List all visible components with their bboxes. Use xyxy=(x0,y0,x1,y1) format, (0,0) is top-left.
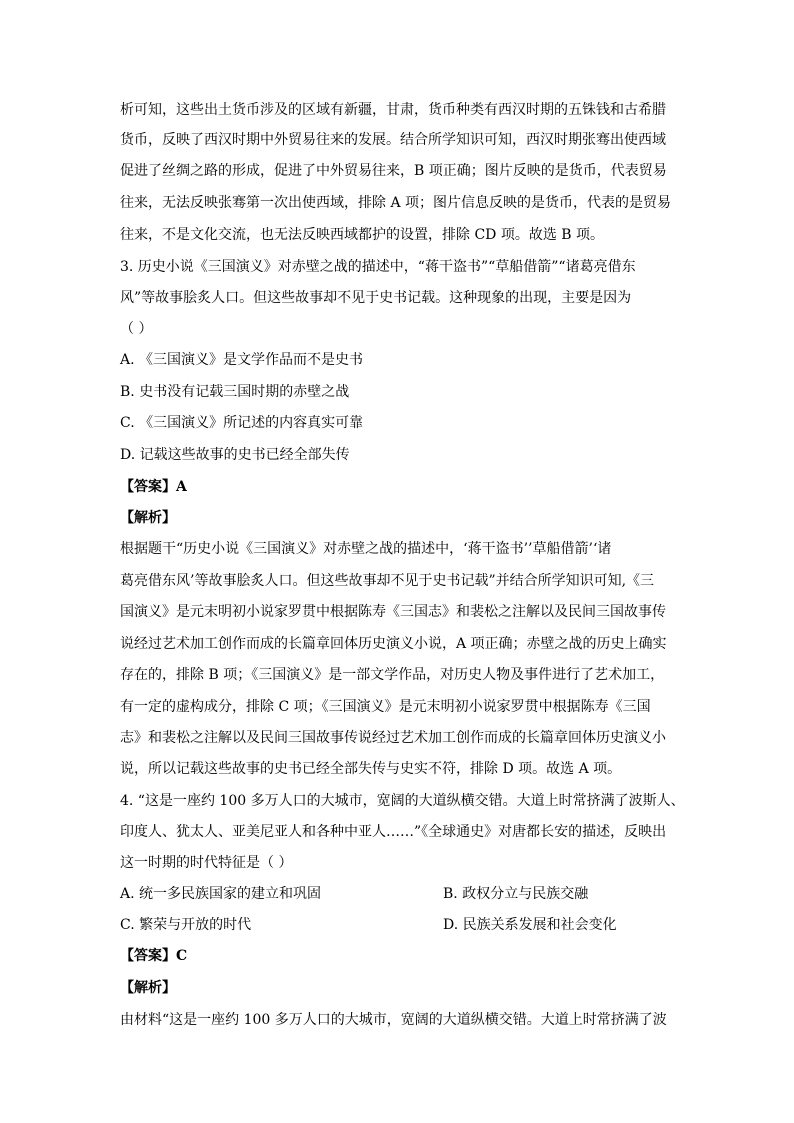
q3-option-a: A. 《三国演义》是文学作品而不是史书 xyxy=(120,352,364,368)
q3-option-d: D. 记载这些故事的史书已经全部失传 xyxy=(120,447,350,463)
q4-analysis-label: 【解析】 xyxy=(120,980,176,996)
q4-stem-line: 4. “这是一座约 100 多万人口的大城市，宽阔的大道纵横交错。大道上时常挤满了波斯人、 xyxy=(120,793,685,809)
q3-option-b: B. 史书没有记载三国时期的赤壁之战 xyxy=(120,384,350,400)
intro-line: 促进了丝绸之路的形成，促进了中外贸易往来，B 项正确；图片反映的是货币，代表贸易 xyxy=(120,163,667,179)
q3-analysis-line: 有一定的虚构成分，排除 C 项；《三国演义》是元末明初小说家罗贯中根据陈寿《三国 xyxy=(120,699,651,715)
q4-option-a: A. 统一多民族国家的建立和巩固 xyxy=(120,886,322,902)
q3-analysis-line: 国演义》是元末明初小说家罗贯中根据陈寿《三国志》和裴松之注解以及民间三国故事传 xyxy=(120,604,666,620)
q4-analysis-line: 由材料“这是一座约 100 多万人口的大城市，宽阔的大道纵横交错。大道上时常挤满了波 xyxy=(120,1012,667,1028)
q4-stem-line: 这一时期的时代特征是（ ） xyxy=(120,855,293,871)
intro-line: 往来，不是文化交流，也无法反映西域都护的设置，排除 CD 项。故选 B 项。 xyxy=(120,227,605,243)
q3-stem-line: 风”等故事脍炙人口。但这些故事却不见于史书记载。这种现象的出现，主要是因为 xyxy=(120,290,632,306)
q3-analysis-line: 说经过艺术加工创作而成的长篇章回体历史演义小说，A 项正确；赤壁之战的历史上确实 xyxy=(120,636,667,652)
intro-line: 析可知，这些出土货币涉及的区域有新疆，甘肃，货币种类有西汉时期的五铢钱和古希腊 xyxy=(120,102,666,118)
q3-analysis-line: 葛亮借东风’等故事脍炙人口。但这些故事却不见于史书记载”并结合所学知识可知,《三 xyxy=(120,573,655,589)
q3-analysis-line: 根据题干“历史小说《三国演义》对赤壁之战的描述中，‘蒋干盗书’’草船借箭’‘诸 xyxy=(120,541,612,557)
q3-answer: 【答案】A xyxy=(120,479,187,495)
intro-line: 货币，反映了西汉时期中外贸易往来的发展。结合所学知识可知，西汉时期张骞出使西域 xyxy=(120,132,666,148)
q4-option-c: C. 繁荣与开放的时代 xyxy=(120,917,252,933)
intro-line: 往来，无法反映张骞第一次出使西域，排除 A 项；图片信息反映的是货币，代表的是贸易 xyxy=(120,195,672,211)
q4-option-b: B. 政权分立与民族交融 xyxy=(443,886,589,902)
q3-analysis-line: 说，所以记载这些故事的史书已经全部失传与史实不符，排除 D 项。故选 A 项。 xyxy=(120,761,622,777)
q3-stem-line: 3. 历史小说《三国演义》对赤壁之战的描述中，“蒋干盗书”“草船借箭”“诸葛亮借东 xyxy=(120,259,636,275)
q3-analysis-line: 存在的，排除 B 项；《三国演义》是一部文学作品，对历史人物及事件进行了艺术加工， xyxy=(120,667,665,683)
q3-stem-line: （ ） xyxy=(120,321,153,337)
q3-analysis-line: 志》和裴松之注解以及民间三国故事传说经过艺术加工创作而成的长篇章回体历史演义小 xyxy=(120,730,666,746)
q4-stem-line: 印度人、犹太人、亚美尼亚人和各种中亚人……”《全球通史》对唐都长安的描述，反映出 xyxy=(120,824,667,840)
q3-analysis-label: 【解析】 xyxy=(120,510,176,526)
q4-answer: 【答案】C xyxy=(120,948,188,964)
q4-option-d: D. 民族关系发展和社会变化 xyxy=(443,917,617,933)
q3-option-c: C. 《三国演义》所记述的内容真实可靠 xyxy=(120,415,364,431)
